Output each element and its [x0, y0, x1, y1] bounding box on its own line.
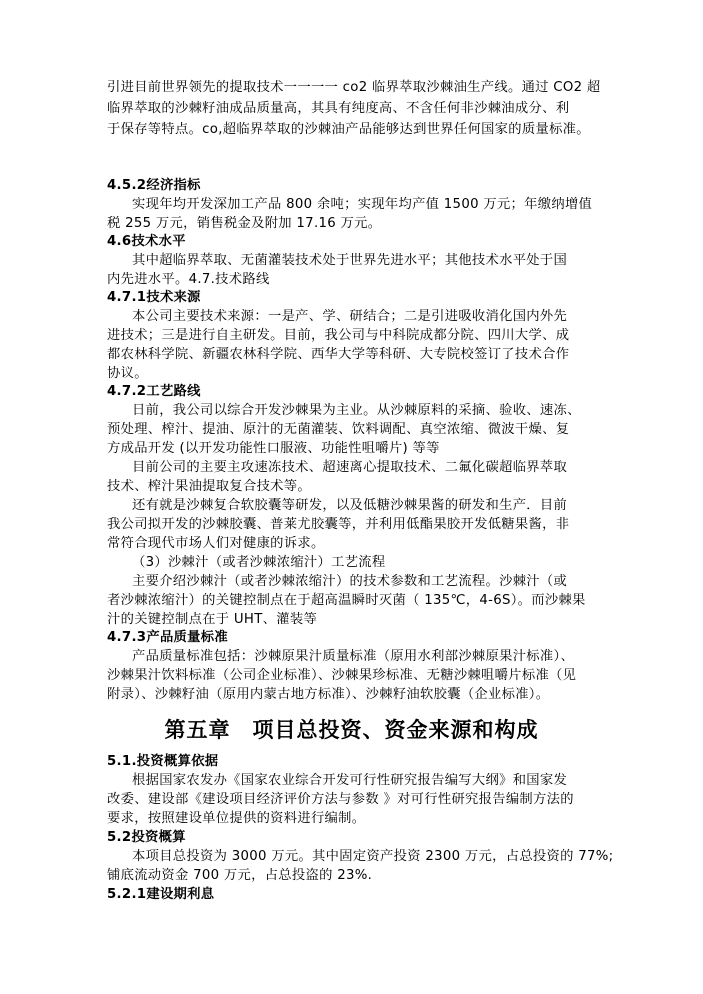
paragraph-line: 日前，我公司以综合开发沙棘果为主业。从沙棘原料的采摘、验收、速冻、: [132, 403, 581, 418]
section-heading-4-6: 4.6技术水平: [107, 234, 186, 249]
paragraph-line: 铺底流动资金 700 万元，占总投盗的 23%.: [107, 868, 373, 883]
paragraph-line: 汁的关键控制点在于 UHT、灌装等: [107, 612, 318, 627]
section-heading-4-7-2: 4.7.2工艺路线: [107, 384, 201, 399]
paragraph-line: 主要介绍沙棘汁（或者沙棘浓缩汁）的技术参数和工艺流程。沙棘汁（或: [132, 574, 568, 589]
section-heading-4-5-2: 4.5.2经济指标: [107, 178, 201, 193]
section-heading-4-7-1: 4.7.1技术来源: [107, 290, 201, 305]
section-heading-5-1: 5.1.投资概算依据: [107, 754, 219, 769]
paragraph-line: 方成品开发 (以开发功能性口服液、功能性咀嚼片) 等等: [107, 441, 440, 456]
paragraph-line: 税 255 万元，销售税金及附加 17.16 万元。: [107, 216, 382, 231]
paragraph-line: 还有就是沙棘复合软胶囊等研发，以及低糖沙棘果酱的研发和生产．目前: [132, 498, 568, 513]
paragraph-line: 本公司主要技术来源：一是产、学、研结合；二是引进吸收消化国内外先: [132, 309, 568, 324]
paragraph-line: 产品质量标准包括：沙棘原果汁质量标准（原用水利部沙棘原果汁标准）、: [132, 649, 575, 664]
paragraph-line: 要求，按照建设单位提供的资料进行编制。: [107, 811, 366, 826]
section-heading-5-2-1: 5.2.1建设期利息: [107, 887, 215, 902]
paragraph-line: 根据国家农发办《国家农业综合开发可行性研究报告编写大纲》和国家发: [132, 773, 568, 788]
paragraph-line: 预处理、榨汁、提油、原汁的无菌灌装、饮料调配、真空浓缩、微波干燥、复: [107, 422, 570, 437]
paragraph-line: 协议。: [107, 366, 148, 381]
paragraph-line: 于保存等特点。co,超临界萃取的沙棘油产品能够达到世界任何国家的质量标准。: [107, 122, 590, 137]
paragraph-line: 本项目总投资为 3000 万元。其中固定资产投资 2300 万元，占总投资的 77%;: [132, 849, 614, 864]
paragraph-line: （3）沙棘汁（或者沙棘浓缩汁）工艺流程: [132, 555, 386, 570]
paragraph-line: 临界萃取的沙棘籽油成品质量高，其具有纯度高、不含任何非沙棘油成分、利: [107, 101, 570, 116]
paragraph-line: 改委、建设部《建设项目经济评价方法与参数 》对可行性研究报告编制方法的: [107, 792, 574, 807]
paragraph-line: 实现年均开发深加工产品 800 余吨；实现年均产值 1500 万元；年缴纳增值: [132, 197, 593, 212]
paragraph-line: 都农林科学院、新疆农林科学院、西华大学等科研、大专院校签订了技术合作: [107, 347, 570, 362]
section-heading-4-7-3: 4.7.3产品质量标准: [107, 630, 228, 645]
paragraph-line: 者沙棘浓缩汁）的关键控制点在于超高温瞬时灭菌（ 135℃，4-6S）。而沙棘果: [107, 593, 586, 608]
paragraph-line: 技术、榨汁果油提取复合技术等。: [107, 479, 311, 494]
paragraph-line: 我公司拟开发的沙棘胶囊、普莱尤胶囊等，并利用低酯果胶开发低糖果酱，非: [107, 517, 570, 532]
paragraph-line: 引进目前世界领先的提取技术一一一一 co2 临界萃取沙棘油生产线。通过 CO2 超: [107, 80, 601, 95]
paragraph-line: 其中超临界萃取、无菌灌装技术处于世界先进水平；其他技术水平处于国: [132, 253, 568, 268]
paragraph-line: 目前公司的主要主攻速冻技术、超速离心提取技术、二氟化碳超临界萃取: [132, 460, 568, 475]
chapter-title: 第五章 项目总投资、资金来源和构成: [164, 718, 539, 742]
paragraph-line: 内先进水平。4.7.技术路线: [107, 272, 270, 287]
section-heading-5-2: 5.2投资概算: [107, 830, 186, 845]
paragraph-line: 常符合现代市场人们对健康的诉求。: [107, 536, 325, 551]
paragraph-line: 进技术；三是进行自主研发。目前，我公司与中科院成都分院、四川大学、成: [107, 328, 570, 343]
paragraph-line: 附录）、沙棘籽油（原用内蒙古地方标准）、沙棘籽油软胶囊（企业标准）。: [107, 687, 550, 702]
paragraph-line: 沙棘果汁饮料标准（公司企业标准）、沙棘果珍标准、无糖沙棘咀嚼片标准（见: [107, 668, 577, 683]
